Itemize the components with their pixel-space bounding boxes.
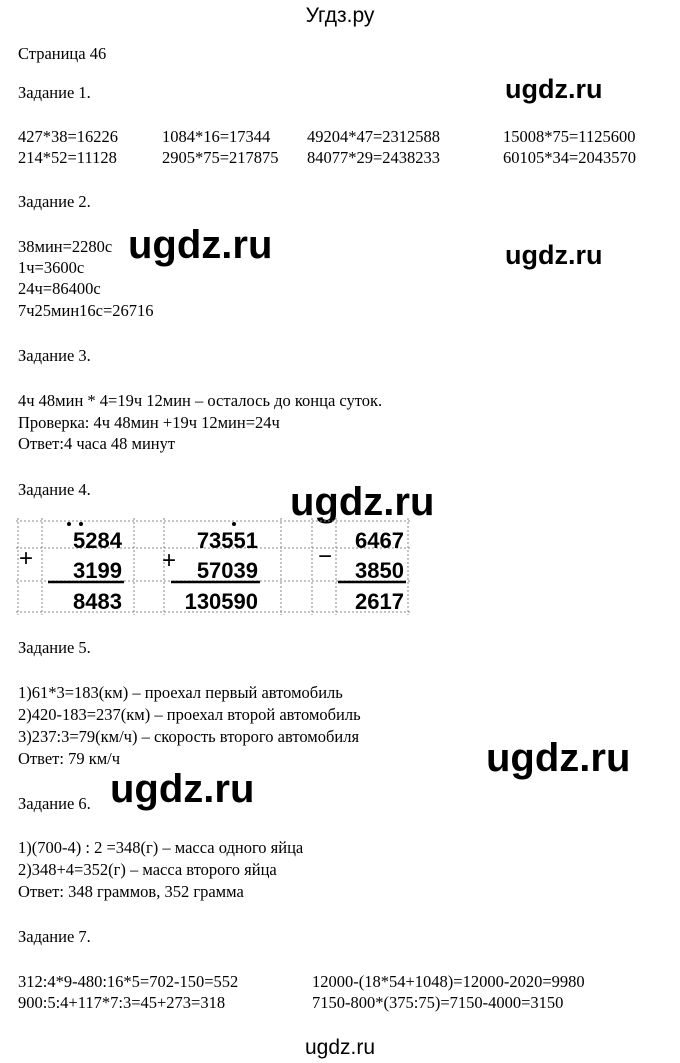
task1-cell: 84077*29=2438233 [307,148,441,167]
column-number: 73551 [196,528,258,553]
task5-heading: Задание 5. [18,638,91,657]
plus-sign: + [162,547,177,574]
column-number: 3199 [73,558,122,583]
task1-cell: 427*38=16226 [18,127,119,146]
column-result: 130590 [184,589,258,614]
task6-heading: Задание 6. [18,794,91,813]
watermark: ugdz.ru [505,240,603,270]
watermark: ugdz.ru [486,736,631,780]
task5-line: 2)420-183=237(км) – проехал второй автомобиль [18,705,361,724]
task1-cell: 214*52=11128 [18,148,117,167]
minus-sign: − [318,543,333,570]
task3-line: Проверка: 4ч 48мин +19ч 12мин=24ч [18,413,280,432]
column-result: 2617 [355,589,404,614]
task2-line: 7ч25мин16с=26716 [18,301,154,320]
task6-line: Ответ: 348 граммов, 352 грамма [18,882,244,901]
watermark: ugdz.ru [110,767,255,811]
task2-heading: Задание 2. [18,192,91,211]
task5-line: 3)237:3=79(км/ч) – скорость второго автомобиля [18,727,360,746]
watermark: ugdz.ru [128,223,273,267]
column-number: 57039 [196,558,258,583]
column-result: 8483 [73,589,122,614]
task2-line: 38мин=2280с [18,237,113,256]
watermark: ugdz.ru [505,74,603,104]
task7-cell: 7150-800*(375:75)=7150-4000=3150 [312,993,564,1012]
task4-heading: Задание 4. [18,480,91,499]
task5-line: 1)61*3=183(км) – проехал первый автомобиль [18,683,343,702]
plus-sign: + [19,545,34,572]
task7-heading: Задание 7. [18,927,91,946]
task1-cell: 1084*16=17344 [162,127,271,146]
task3-heading: Задание 3. [18,346,91,365]
column-number: 5284 [73,528,122,553]
task2-line: 1ч=3600с [18,258,85,277]
task3-line: 4ч 48мин * 4=19ч 12мин – осталось до конца суток. [18,391,383,410]
task1-cell: 2905*75=217875 [162,148,279,167]
task3-line: Ответ:4 часа 48 минут [18,434,176,453]
watermark: ugdz.ru [290,480,435,524]
site-title: Угдз.ру [305,4,375,27]
column-number: 3850 [355,558,404,583]
footer-site-link[interactable]: ugdz.ru [304,1036,376,1059]
carry-dots [67,522,236,526]
task7-cell: 900:5:4+117*7:3=45+273=318 [18,993,226,1012]
column-number: 6467 [355,528,404,553]
task1-cell: 15008*75=1125600 [503,127,636,146]
task1-heading: Задание 1. [18,83,91,102]
task7-cell: 312:4*9-480:16*5=702-150=552 [18,972,239,991]
task7-cell: 12000-(18*54+1048)=12000-2020=9980 [312,972,585,991]
task6-line: 2)348+4=352(г) – масса второго яйца [18,860,277,879]
task5-line: Ответ: 79 км/ч [18,749,121,768]
page-label: Страница 46 [18,44,107,63]
task1-cell: 60105*34=2043570 [503,148,637,167]
column-arithmetic-image [16,518,410,615]
task2-line: 24ч=86400с [18,279,101,298]
task6-line: 1)(700-4) : 2 =348(г) – масса одного яйца [18,838,304,857]
task1-cell: 49204*47=2312588 [307,127,441,146]
